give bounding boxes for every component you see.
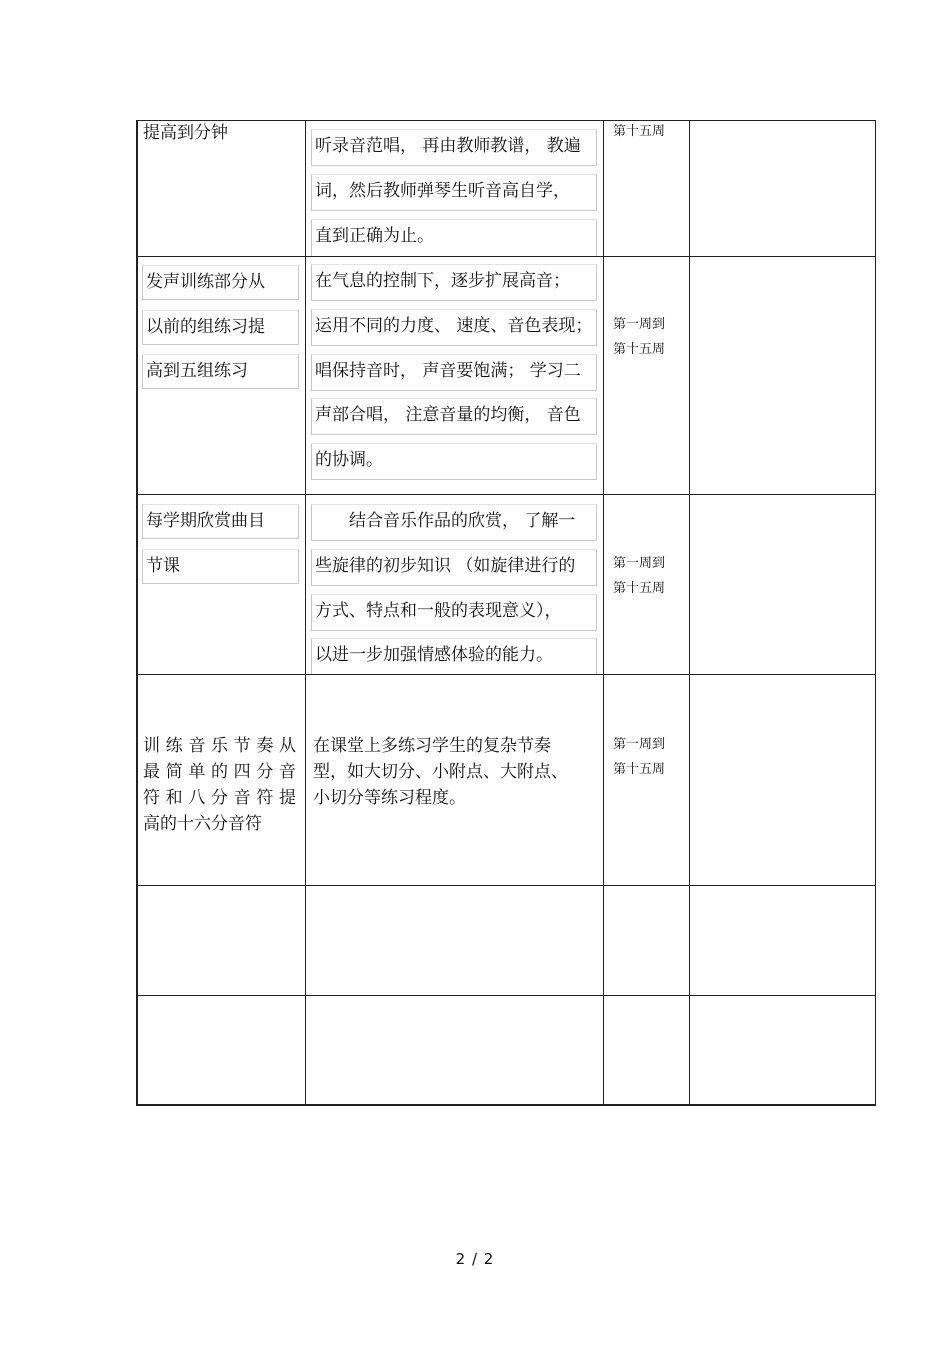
row1-week-line: 第十五周 [613, 124, 666, 139]
table-column-border [603, 120, 604, 1105]
row1-content-line: 提高到分钟 [143, 123, 228, 143]
row3-content-line: 节课 [142, 549, 299, 584]
row3-week-line: 第一周到 [613, 556, 666, 571]
row4-week-line: 第十五周 [613, 762, 666, 777]
row1-method-line: 直到正确为止。 [311, 219, 597, 256]
page-number: 2 / 2 [455, 1250, 495, 1268]
table-row-border [136, 120, 876, 121]
row4-content-line: 高的十六分音符 [143, 814, 262, 834]
row4-method-line: 在课堂上多练习学生的复杂节奏 [313, 736, 551, 756]
row4-method-line: 小切分等练习程度。 [313, 788, 466, 808]
table-column-border [689, 120, 690, 1105]
row3-week-line: 第十五周 [613, 581, 666, 596]
table-row-border [136, 995, 876, 996]
row2-week-line: 第十五周 [613, 342, 666, 357]
row4-week-line: 第一周到 [613, 737, 666, 752]
table-row-border [136, 674, 876, 675]
row4-content-line: 最简单的四分音 [143, 762, 296, 782]
row2-method-line: 运用不同的力度、 速度、音色表现； [311, 309, 597, 346]
row2-content-line: 发声训练部分从 [142, 265, 299, 300]
row3-content-line: 每学期欣赏曲目 [142, 504, 299, 539]
row1-method-line: 词，然后教师弹琴生听音高自学， [311, 174, 597, 211]
row2-week-line: 第一周到 [613, 317, 666, 332]
row2-method-line: 声部合唱， 注意音量的均衡， 音色 [311, 398, 597, 435]
row2-method-line: 在气息的控制下，逐步扩展高音； [311, 264, 597, 301]
table-column-border [136, 120, 138, 1105]
row3-method-line: 以进一步加强情感体验的能力。 [311, 638, 597, 674]
table-row-border [136, 256, 876, 257]
row3-method-line: 些旋律的初步知识 （如旋律进行的 [311, 549, 597, 586]
table-column-border [875, 120, 876, 1105]
row1-method-line: 听录音范唱， 再由教师教谱， 教遍 [311, 129, 597, 166]
row2-method-line: 的协调。 [311, 443, 597, 480]
row4-method-line: 型，如大切分、小附点、大附点、 [313, 762, 568, 782]
row4-content-line: 符和八分音符提 [143, 788, 296, 808]
row2-content-line: 以前的组练习提 [142, 310, 299, 345]
row3-method-line: 结合音乐作品的欣赏， 了解一 [311, 504, 597, 541]
row3-method-line: 方式、特点和一般的表现意义）， [311, 594, 597, 631]
table-column-border [305, 120, 306, 1105]
row2-content-line: 高到五组练习 [142, 354, 299, 389]
table-row-border [136, 885, 876, 886]
table-row-border [136, 1104, 876, 1106]
table-row-border [136, 494, 876, 495]
row2-method-line: 唱保持音时， 声音要饱满； 学习二 [311, 354, 597, 391]
row4-content-line: 训练音乐节奏从 [143, 736, 296, 756]
